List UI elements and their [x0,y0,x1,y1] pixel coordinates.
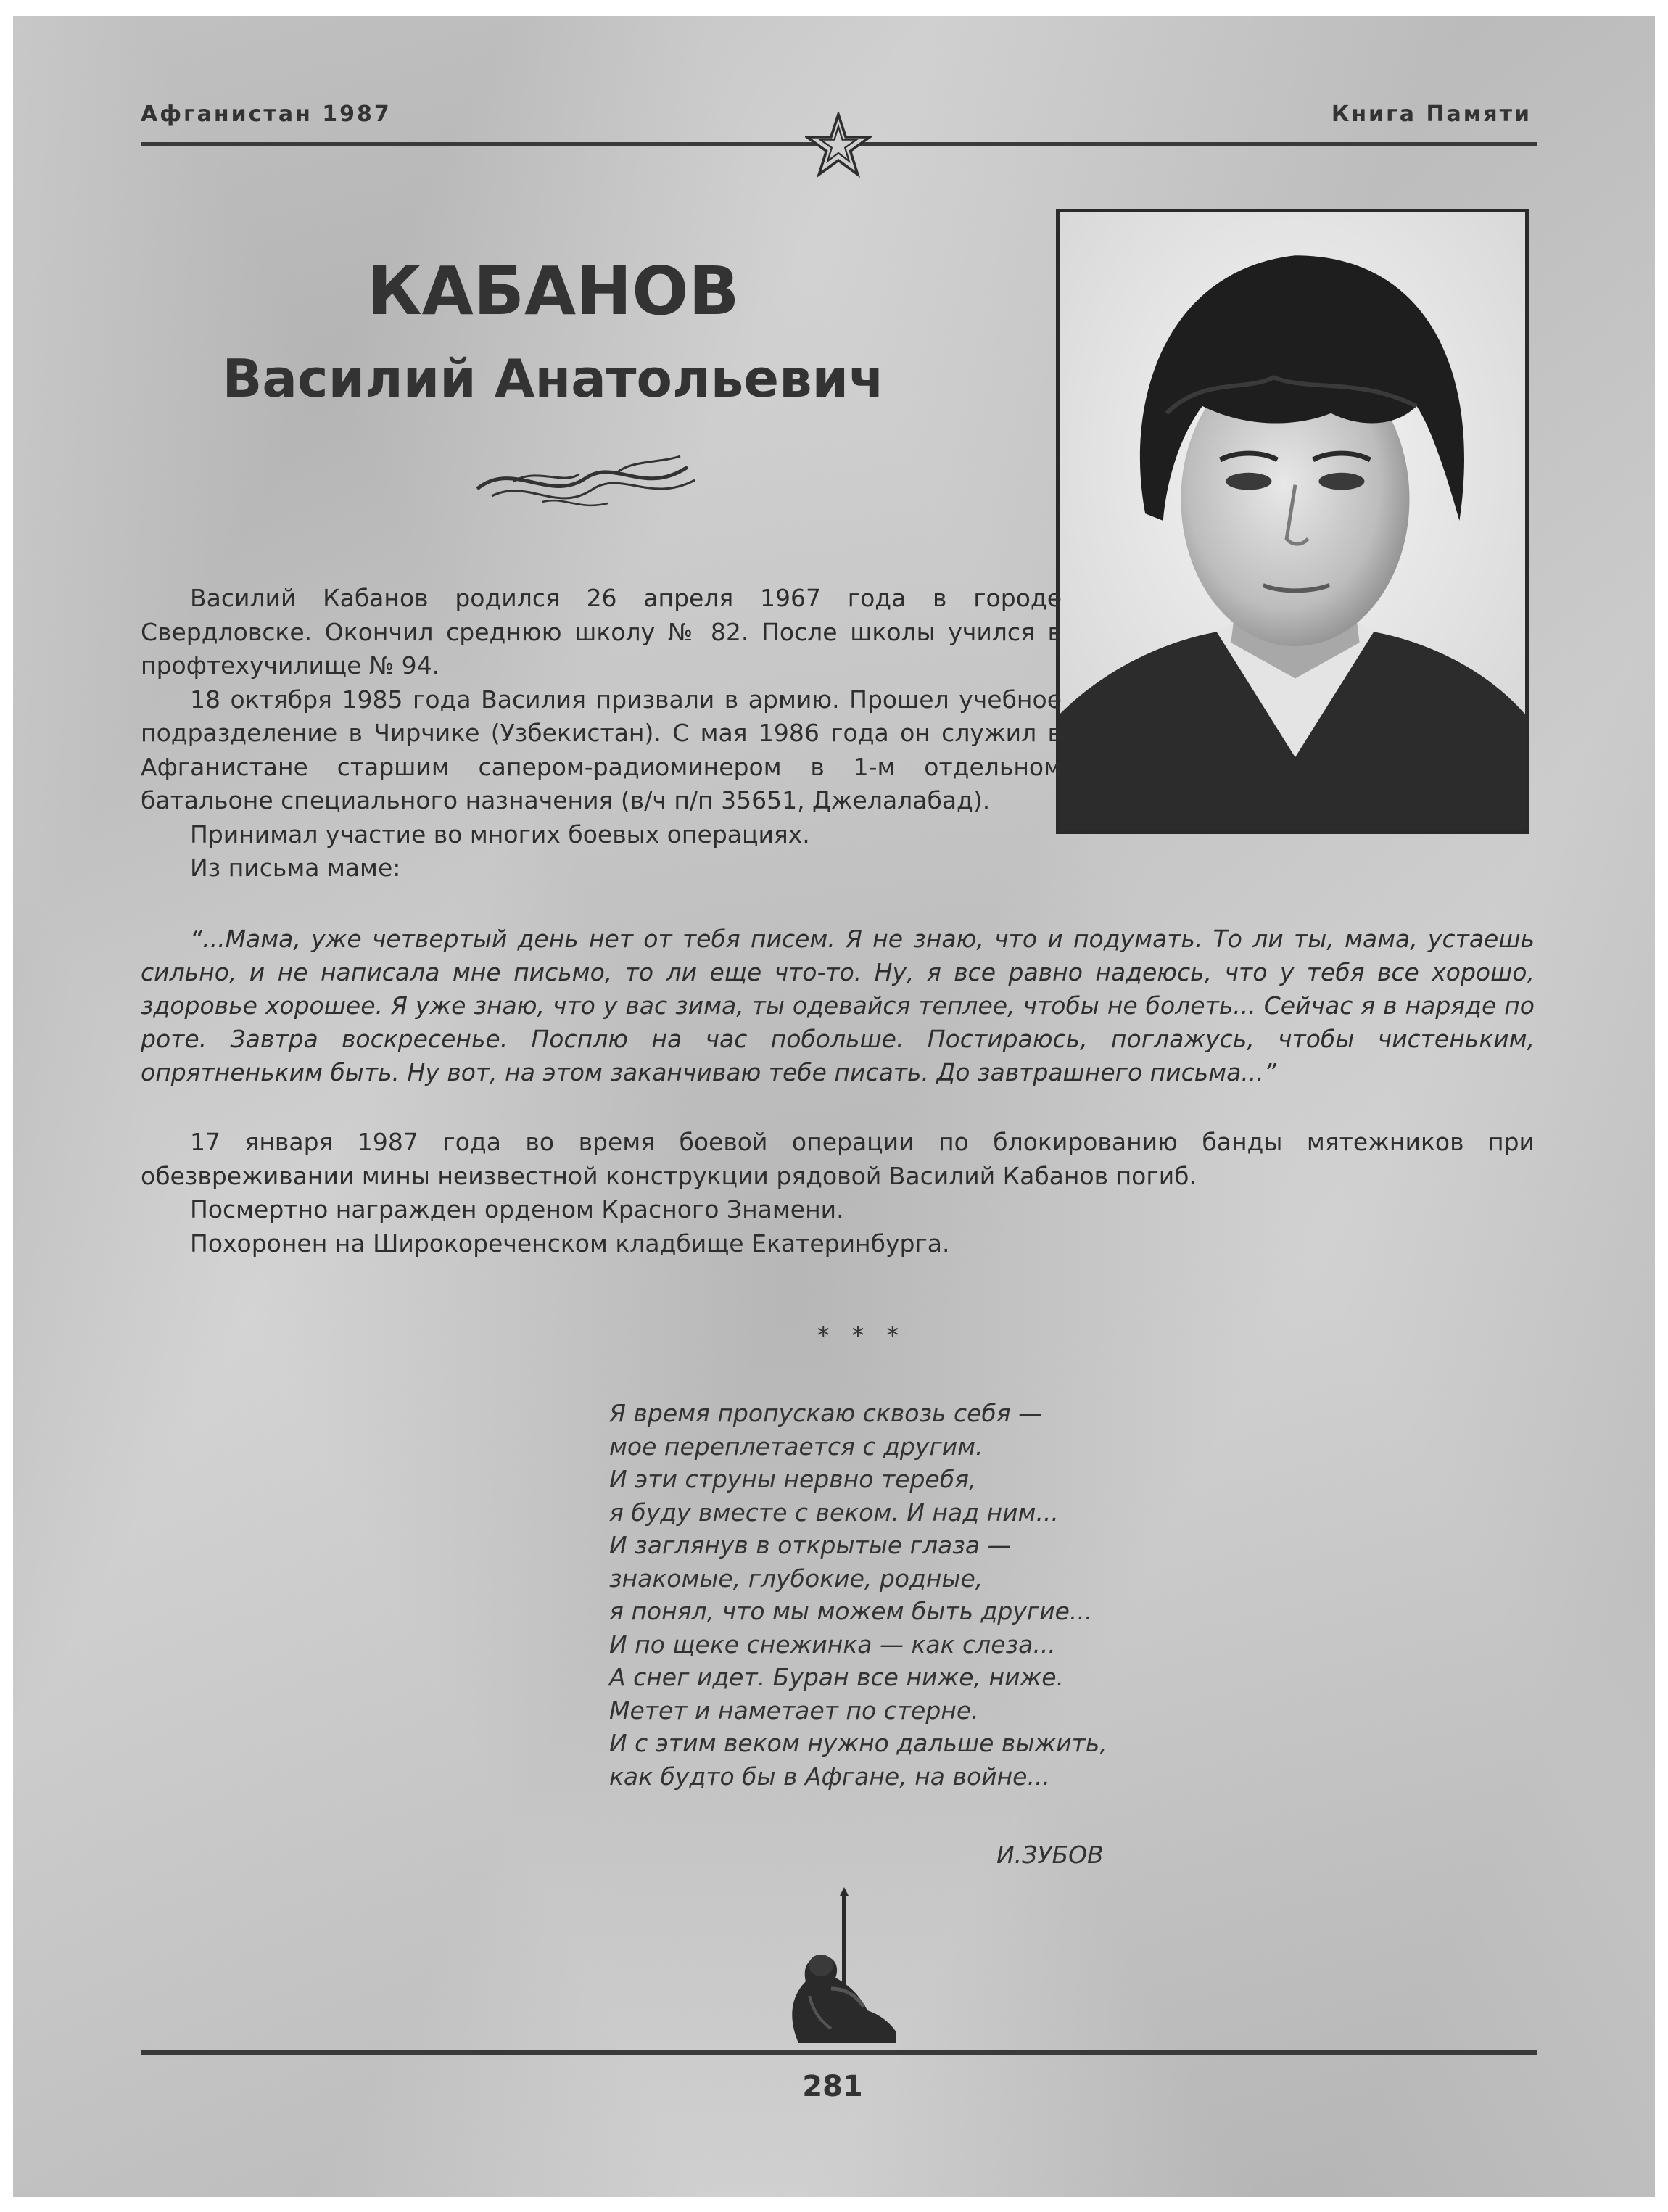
page-number: 281 [802,2070,863,2103]
poem-line: И по щеке снежинка — как слеза... [609,1630,1056,1659]
memorial-book-page [13,16,1655,2197]
poem-author: И.ЗУБОВ [996,1841,1104,1869]
poem-line: И заглянув в открытые глаза — [609,1531,1012,1559]
header-left-title: Афганистан 1987 [141,102,392,127]
biography-paragraph-1: Василий Кабанов родился 26 апреля 1967 года в городе Свердловске. Окончил среднюю школу № 82. После школы учился в профтехучилище № 94. [141,584,1062,680]
biography-paragraph-4: Из письма маме: [190,854,401,882]
portrait-photo [1056,209,1529,834]
portrait-drawing [1060,212,1525,830]
poem-line: знакомые, глубокие, родные, [609,1564,983,1593]
closing-paragraph-3: Похоронен на Широкореченском кладбище Екатеринбурга. [190,1229,950,1258]
closing-paragraph-2: Посмертно награжден орденом Красного Знамени. [190,1195,844,1223]
star-icon [805,112,872,178]
poem-line: мое переплетается с другим. [609,1432,983,1461]
biography-paragraph-2: 18 октября 1985 года Василия призвали в армию. Прошел учебное подразделение в Чирчике (Узбекистан). С мая 1986 года он служил в Афганистане старшим сапером-радиоминером в 1-м отдельном батальоне специального назначения (в/ч п/п 35651, Джелалабад). [141,685,1062,814]
poem-line: я буду вместе с веком. И над ним... [609,1498,1059,1527]
closing-paragraph-1: 17 января 1987 года во время боевой операции по блокированию банды мятежников при обезвреживании мины неизвестной конструкции рядовой Василий Кабанов погиб. [141,1128,1535,1190]
poem-line: я понял, что мы можем быть другие... [609,1597,1093,1625]
closing-text [141,1126,1535,1260]
poem-line: как будто бы в Афгане, на войне... [609,1762,1050,1791]
soldier-statue-icon [759,1887,918,2047]
letter-quote: “...Мама, уже четвертый день нет от тебя писем. Я не знаю, что и подумать. То ли ты, мама, устаешь сильно, и не написала мне письмо, то ли еще что-то. Ну, я все равно надеюсь, что у тебя все хорошо, здоровье хорошее. Я уже знаю, что у вас зима, ты одевайся теплее, чтобы не болеть... Сейчас я в наряде по роте. Завтра воскресенье. Посплю на час побольше. Постираюсь, поглажусь, чтобы чистеньким, опрятненьким быть. Ну вот, на этом заканчиваю тебе писать. До завтрашнего письма...” [141,925,1535,1086]
poem-line: Я время пропускаю сквозь себя — [609,1399,1043,1427]
poem-line: И с этим веком нужно дальше выжить, [609,1729,1107,1757]
poem-line: Метет и наметает по стерне. [609,1696,979,1725]
ornament-icon [470,445,702,515]
section-separator: * * * [817,1321,907,1350]
person-surname: КАБАНОВ [367,252,740,330]
footer-rule [141,2050,1537,2055]
biography-text [141,582,1062,886]
poem-line: А снег идет. Буран все ниже, ниже. [609,1663,1065,1691]
biography-paragraph-3: Принимал участие во многих боевых операциях. [190,820,810,849]
header-right-title: Книга Памяти [1331,102,1532,127]
poem-line: И эти струны нервно теребя, [609,1465,977,1493]
person-given-names: Василий Анатольевич [222,348,885,409]
poem [609,1397,1262,1793]
